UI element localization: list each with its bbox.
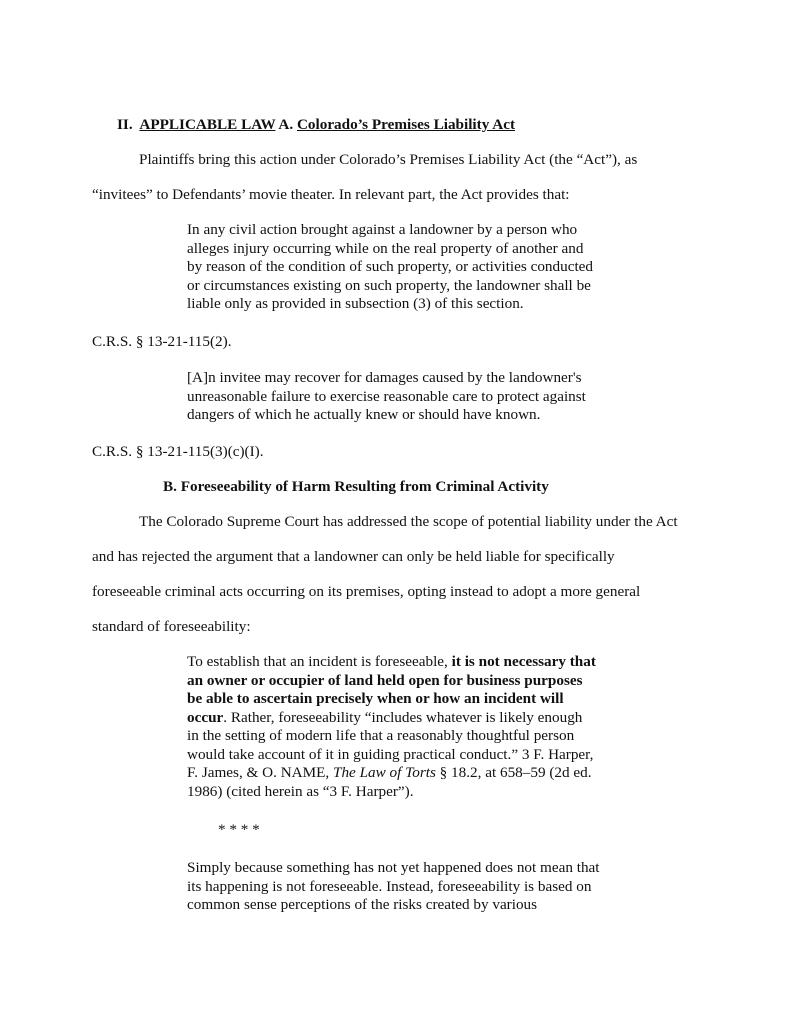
quote-text: To establish that an incident is foreseeable, [187,653,452,670]
quote-line: by reason of the condition of such property, or activities conducted [187,258,594,275]
quote-line [187,764,617,783]
paragraph-line: Plaintiffs bring this action under Colorado’s Premises Liability Act (the “Act”), as [139,151,638,168]
section-b-heading: B. Foreseeability of Harm Resulting from Criminal Activity [163,478,549,495]
quote-line: [A]n invitee may recover for damages caused by the landowner's [187,369,582,386]
quote-line: would take account of it in guiding practical conduct.” 3 F. Harper, [187,745,594,763]
quote-line: unreasonable failure to exercise reasonable care to protect against [187,387,586,405]
quote-text: . Rather, foreseeability “includes whatever is likely enough [223,708,583,726]
subsection-a-letter: A. [278,116,294,133]
quote-text: F. James, & O. NAME, [187,764,334,781]
quote-emphasis: an owner or occupier of land held open for business purposes [187,671,583,689]
quote-line [187,653,617,672]
quote-line: 1986) (cited herein as “3 F. Harper”). [187,782,414,800]
omission-asterisks: * * * * [218,821,260,838]
quote-emphasis: it is not necessary that [451,653,596,670]
paragraph-line: and has rejected the argument that a landowner can only be held liable for specifically [92,548,615,565]
paragraph-line: standard of foreseeability: [92,618,251,635]
quote-line: or circumstances existing on such property, the landowner shall be [187,276,591,294]
quote-line: common sense perceptions of the risks created by various [187,896,538,913]
section-ii-heading [117,116,515,134]
quote-text: § 18.2, at 658–59 (2d ed. [435,764,592,781]
citation: C.R.S. § 13-21-115(2). [92,333,232,350]
quote-line: in the setting of modern life that a reasonably thoughtful person [187,727,575,744]
quote-emphasis: be able to ascertain precisely when or how an incident will [187,690,564,707]
paragraph-line: The Colorado Supreme Court has addressed the scope of potential liability under the Act [139,513,678,530]
quote-line [187,709,617,728]
quote-emphasis: occur [187,708,224,726]
paragraph-line: foreseeable criminal acts occurring on its premises, opting instead to adopt a more general [92,583,641,600]
quote-line: alleges injury occurring while on the real property of another and [187,239,584,257]
block-quote-continuation [187,859,617,915]
paragraph-line: “invitees” to Defendants’ movie theater. In relevant part, the Act provides that: [92,186,570,203]
block-quote-statute [187,221,617,314]
quote-line: liable only as provided in subsection (3) of this section. [187,295,524,312]
subsection-a-title: Colorado’s Premises Liability Act [296,116,516,133]
section-title: APPLICABLE LAW [139,116,276,133]
book-title: The Law of Torts [333,764,436,781]
quote-line: its happening is not foreseeable. Instead, foreseeability is based on [187,877,592,895]
citation: C.R.S. § 13-21-115(3)(c)(I). [92,443,264,460]
quote-line: In any civil action brought against a landowner by a person who [187,221,578,238]
section-roman: II. [117,116,133,133]
quote-line: dangers of which he actually knew or should have known. [187,406,541,423]
block-quote-foreseeability [187,653,617,801]
block-quote-invitee [187,369,617,425]
quote-line: Simply because something has not yet happened does not mean that [187,859,600,876]
